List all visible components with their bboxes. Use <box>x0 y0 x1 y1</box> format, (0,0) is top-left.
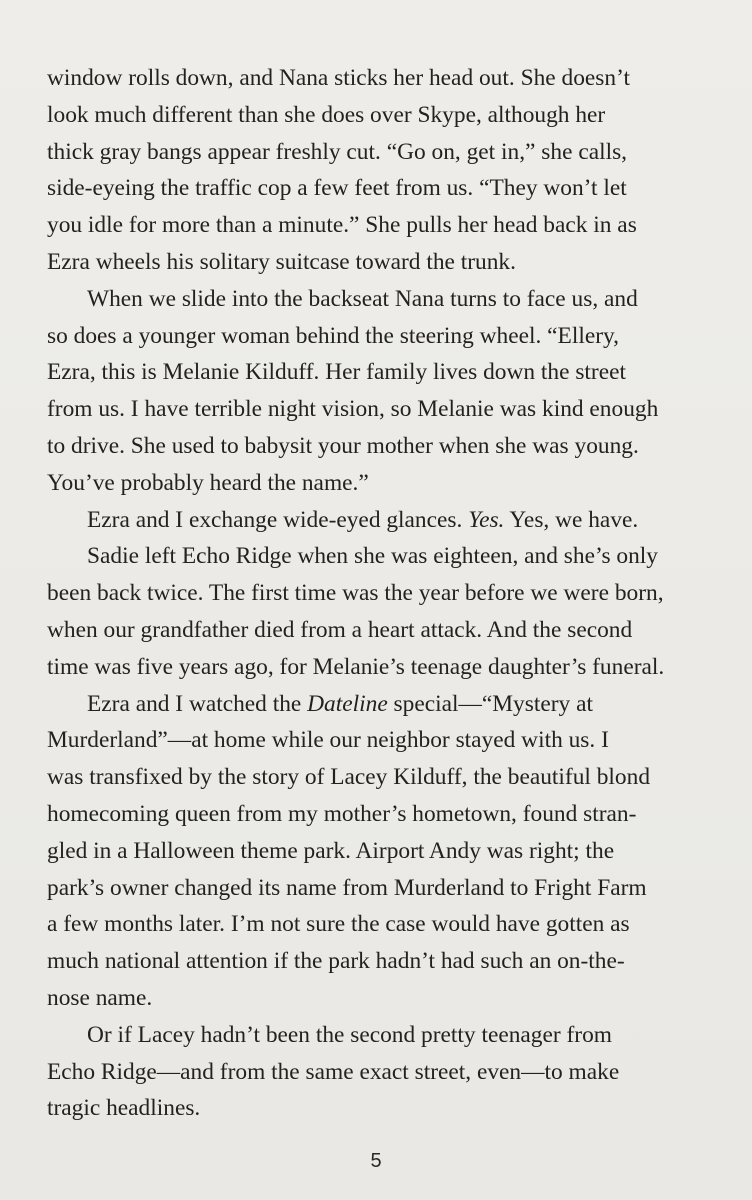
text-line: tragic headlines. <box>47 1095 201 1122</box>
text-line: When we slide into the backseat Nana turns to face us, and <box>87 285 638 312</box>
paragraph-5 <box>47 686 703 1017</box>
text-line: look much different than she does over Skype, although her <box>47 101 606 128</box>
text-line: you idle for more than a minute.” She pulls her head back in as <box>47 212 637 239</box>
text-line: much national attention if the park hadn’t had such an on-the- <box>47 948 625 975</box>
text-line: Echo Ridge—and from the same exact street, even—to make <box>47 1058 620 1085</box>
text-line: from us. I have terrible night vision, so Melanie was kind enough <box>47 396 659 423</box>
paragraph-4 <box>47 538 703 685</box>
italic-text: Yes. <box>468 506 505 533</box>
text-line: been back twice. The first time was the year before we were born, <box>47 580 664 607</box>
text-segment: Ezra and I watched the <box>87 690 308 717</box>
text-line: nose name. <box>47 984 153 1011</box>
italic-text: Dateline <box>307 690 388 717</box>
text-line: was transfixed by the story of Lacey Kilduff, the beautiful blond <box>47 764 651 791</box>
text-line: park’s owner changed its name from Murderland to Fright Farm <box>47 874 647 901</box>
text-line: You’ve probably heard the name.” <box>47 469 369 496</box>
text-line: window rolls down, and Nana sticks her head out. She doesn’t <box>47 65 630 91</box>
text-line: when our grandfather died from a heart attack. And the second <box>47 616 633 643</box>
text-line: thick gray bangs appear freshly cut. “Go on, get in,” she calls, <box>47 138 628 165</box>
text-segment: Yes, we have. <box>504 506 639 533</box>
text-line: to drive. She used to babysit your mother when she was young. <box>47 432 639 459</box>
text-line: Ezra, this is Melanie Kilduff. Her family lives down the street <box>47 359 626 386</box>
text-line: Ezra wheels his solitary suitcase toward the trunk. <box>47 248 516 275</box>
text-line: Sadie left Echo Ridge when she was eighteen, and she’s only <box>87 543 658 570</box>
text-line: time was five years ago, for Melanie’s teenage daughter’s funeral. <box>47 653 665 680</box>
text-line: side-eyeing the traffic cop a few feet from us. “They won’t let <box>47 175 627 202</box>
paragraph-3 <box>47 502 703 539</box>
text-line: a few months later. I’m not sure the case would have gotten as <box>47 911 630 938</box>
text-line: so does a younger woman behind the steering wheel. “Ellery, <box>47 322 620 349</box>
body-text <box>47 60 703 1127</box>
paragraph-6 <box>47 1017 703 1127</box>
text-line <box>47 686 703 723</box>
text-line <box>47 502 703 539</box>
text-line: Or if Lacey hadn’t been the second pretty teenager from <box>87 1021 612 1048</box>
text-line: homecoming queen from my mother’s hometown, found stran- <box>47 800 637 827</box>
text-segment: Ezra and I exchange wide-eyed glances. <box>87 506 469 533</box>
text-line: Murderland”—at home while our neighbor stayed with us. I <box>47 727 609 754</box>
paragraph-2 <box>47 281 703 502</box>
paragraph-1 <box>47 60 703 281</box>
text-segment: special—“Mystery at <box>387 690 593 717</box>
page-number: 5 <box>370 1150 382 1172</box>
text-line: gled in a Halloween theme park. Airport Andy was right; the <box>47 837 615 864</box>
